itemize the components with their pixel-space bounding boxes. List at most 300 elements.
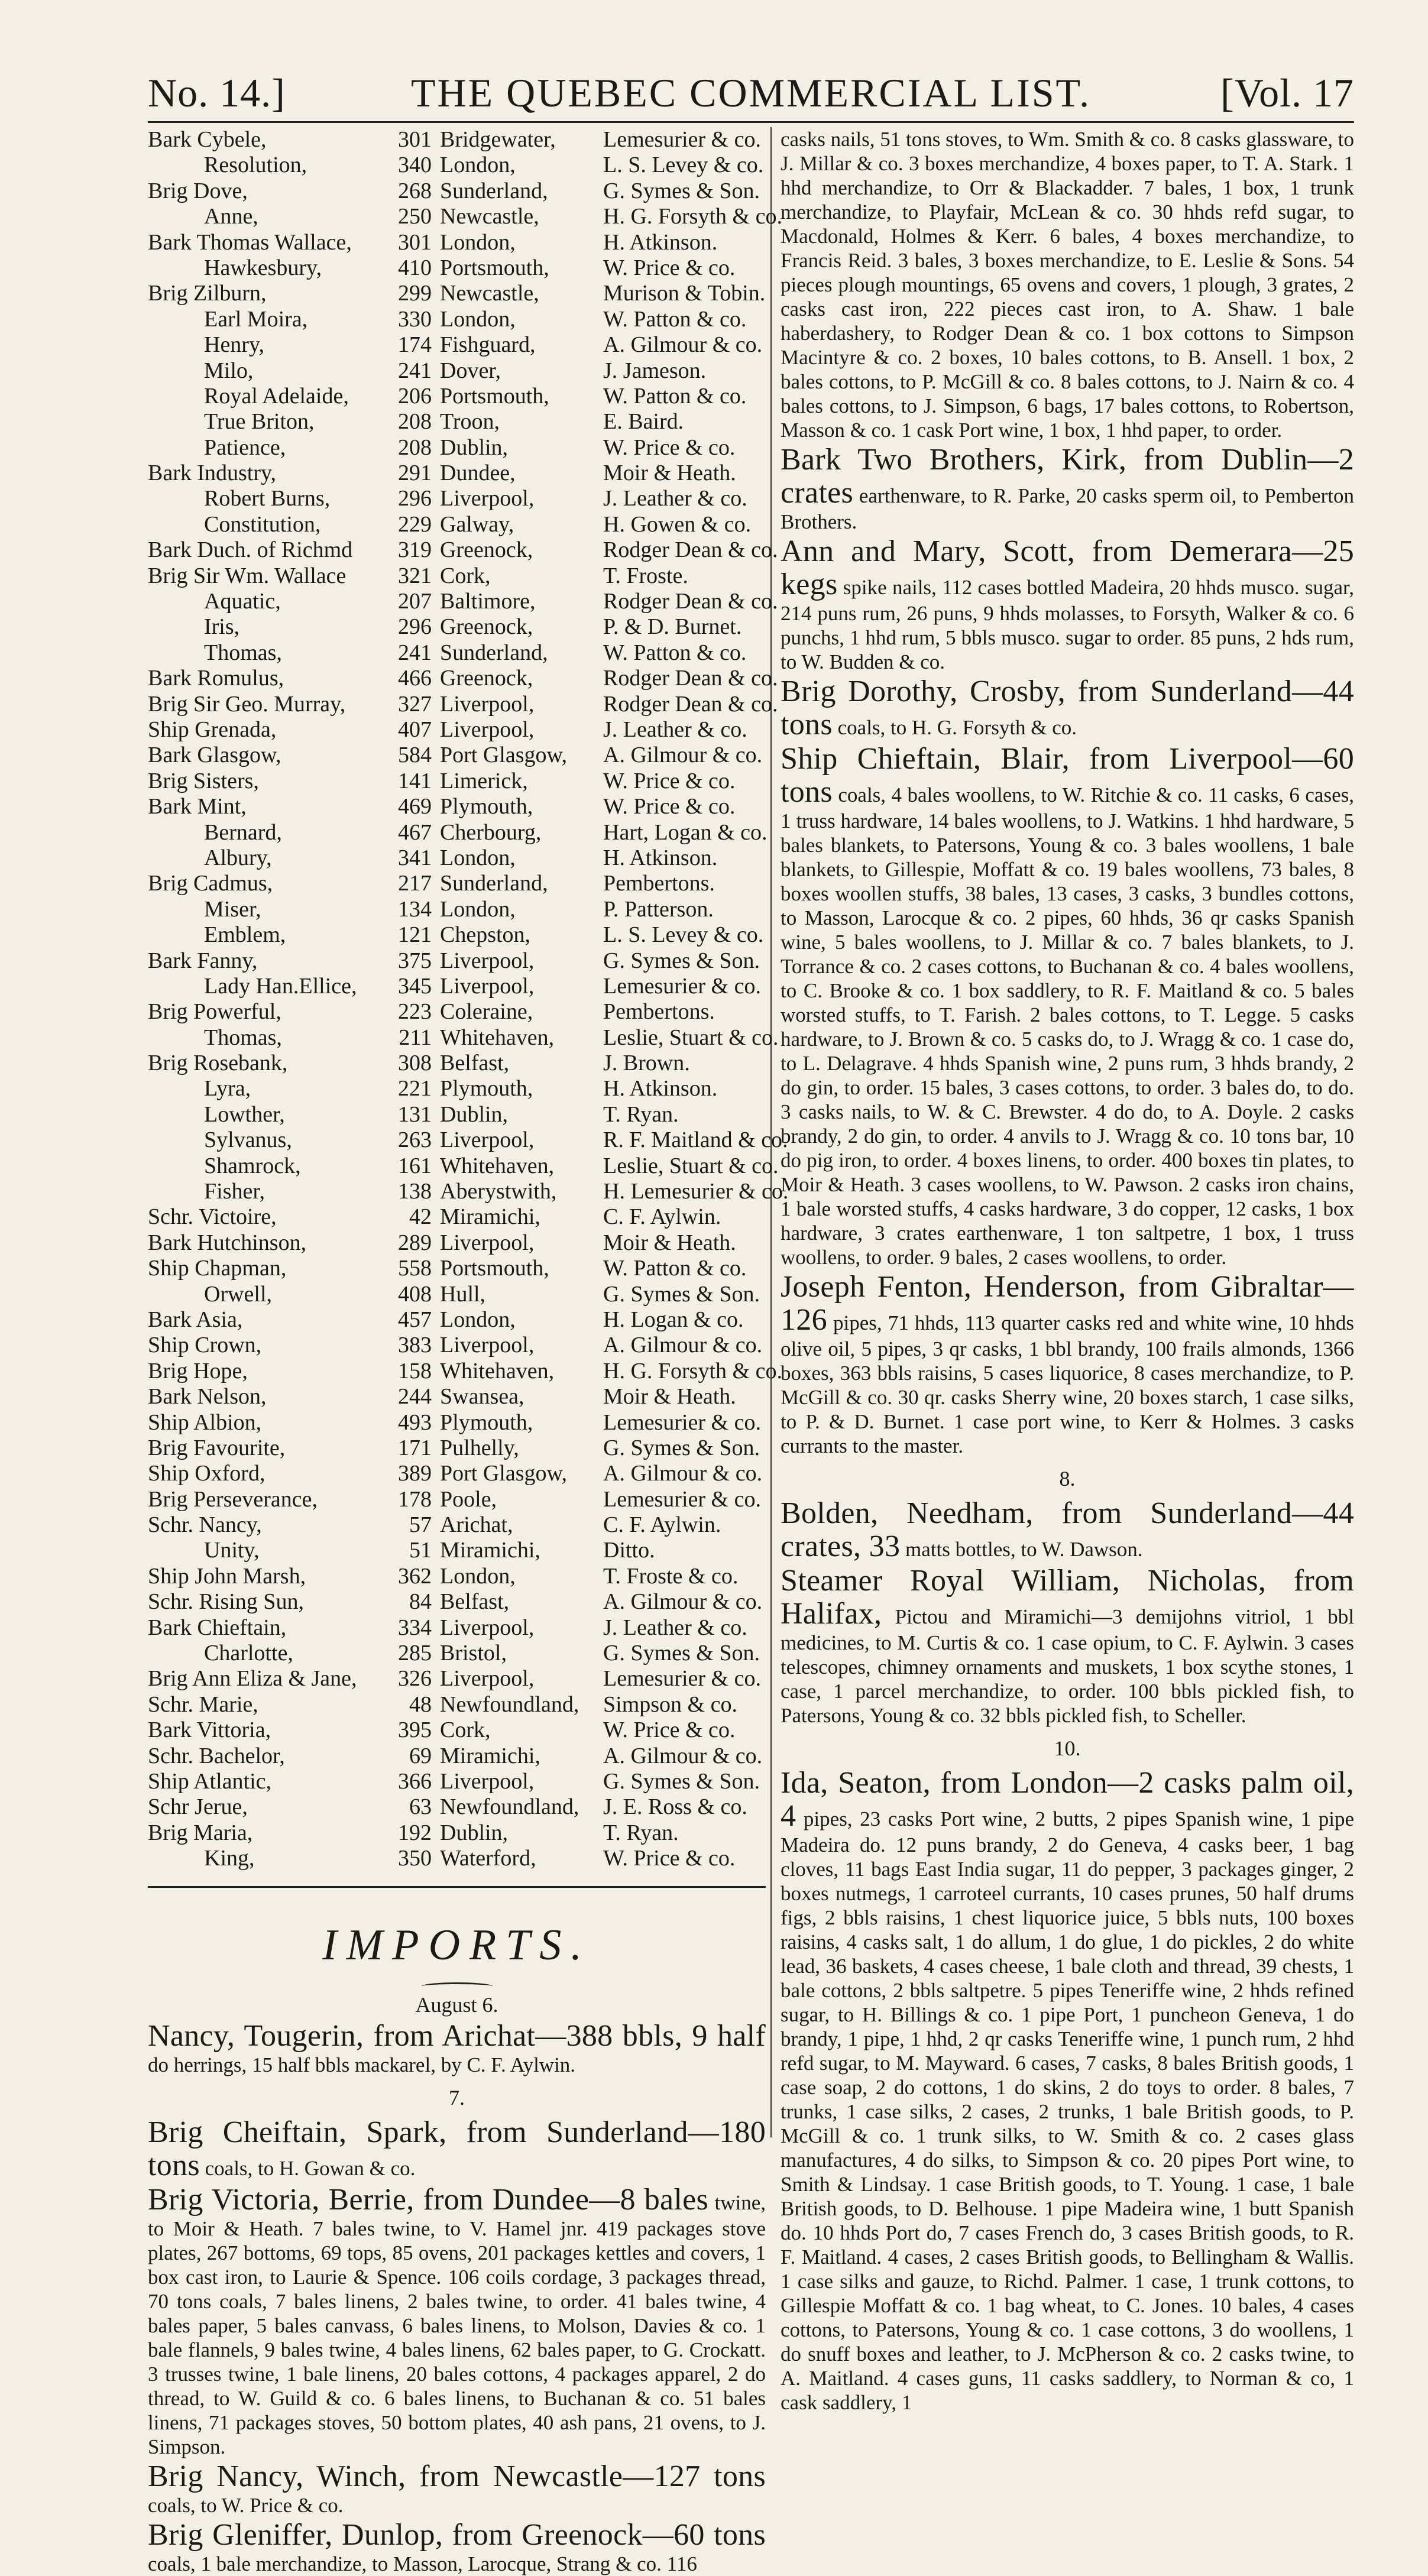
- vessel-name: Brig Sir Geo. Murray,: [148, 691, 346, 717]
- vessel-tonnage: 208: [398, 435, 432, 460]
- vessel-tonnage: 241: [398, 358, 432, 383]
- entry-cargo-text: pipes, 71 hhds, 113 quarter casks red and white wine, 10 hhds olive oil, 5 pipes, 3 qr casks, 1 bbl brandy, 100 frails almonds, 1366 boxes, 363 bbls raisins, 5 cases liquorice, 8 cases merchandize, to P. McGill & co. 30 qr. casks Sherry wine, 20 boxes starch, 1 case silks, to P. & D. Burnet. 1 case port wine, to Kerr & Holmes. 3 casks currants to the master.: [781, 1311, 1354, 1457]
- vessel-port: Waterford,: [440, 1846, 536, 1871]
- right-import-entries: [781, 127, 1354, 2415]
- vessel-row: [148, 1204, 766, 1230]
- vessel-name: Schr. Marie,: [148, 1692, 258, 1717]
- vessel-consignee: Ditto.: [603, 1538, 655, 1563]
- vessel-port: Liverpool,: [440, 691, 535, 717]
- vessel-tonnage: 319: [398, 537, 432, 563]
- vessel-name: Bark Romulus,: [148, 666, 284, 691]
- vessel-row: [148, 1102, 766, 1127]
- vessel-tonnage: 291: [398, 461, 432, 486]
- vessel-tonnage: 408: [398, 1281, 432, 1307]
- vessel-tonnage: 178: [398, 1486, 432, 1512]
- vessel-tonnage: 341: [398, 845, 432, 870]
- vessel-port: Dublin,: [440, 435, 509, 460]
- vessel-port: Newfoundland,: [440, 1692, 579, 1717]
- vessel-name: Ship Oxford,: [148, 1461, 265, 1486]
- vessel-consignee: J. E. Ross & co.: [603, 1794, 747, 1820]
- vessel-row: [148, 179, 766, 204]
- entry-vessel-heading: Ship Chieftain, Blair, from Liverpool—60 tons: [781, 742, 1354, 809]
- entry-cargo-text: earthenware, to R. Parke, 20 casks sperm oil, to Pemberton Brothers.: [781, 484, 1354, 533]
- vessel-tonnage: 457: [398, 1307, 432, 1332]
- import-entry: [781, 1564, 1354, 1728]
- left-column: [148, 127, 789, 2576]
- vessel-port: Dublin,: [440, 1101, 509, 1127]
- vessel-row: [148, 794, 766, 819]
- vessel-port: Liverpool,: [440, 1615, 535, 1640]
- vessel-row: [148, 1846, 766, 1871]
- vessel-tonnage: 296: [398, 614, 432, 640]
- vessel-row: [148, 563, 766, 589]
- vessel-tonnage: 301: [398, 127, 432, 152]
- vessel-row: [148, 230, 766, 255]
- vessel-tonnage: 48: [409, 1692, 432, 1717]
- vessel-tonnage: 121: [398, 922, 432, 948]
- import-entry: [148, 2183, 766, 2459]
- vessel-row: [148, 1744, 766, 1769]
- import-entry: [148, 2519, 766, 2576]
- vessel-port: Limerick,: [440, 768, 528, 793]
- vessel-port: London,: [440, 229, 516, 255]
- import-entry: [148, 2116, 766, 2182]
- vessel-tonnage: 171: [398, 1435, 432, 1460]
- vessel-name: Ship Crown,: [148, 1333, 262, 1358]
- vessel-consignee: Pembertons.: [603, 871, 715, 896]
- vessel-port: Chepston,: [440, 922, 531, 948]
- import-entry: [781, 1767, 1354, 2415]
- vessel-port: London,: [440, 896, 516, 922]
- vessel-row: [148, 999, 766, 1025]
- entry-cargo-text: pipes, 23 casks Port wine, 2 butts, 2 pipes Spanish wine, 1 pipe Madeira do. 12 puns brandy, 2 do Geneva, 4 casks beer, 1 bag cloves, 11 bags East India sugar, 11 do pepper, 3 packages ginger, 2 boxes nutmegs, 1 carroteel currants, 10 cases prunes, 50 half drums figs, 2 bbls raisins, 1 chest liquorice juice, 5 bbls nuts, 100 boxes raisins, 4 casks salt, 1 do allum, 1 do glue, 1 do pickles, 2 do white lead, 36 baskets, 4 cases cheese, 1 bale cloth and thread, 39 chests, 1 bale cottons, 2 bbls saltpetre. 5 pipes Teneriffe wine, 2 hhds refined sugar, to H. Billings & co. 1 pipe Port, 1 puncheon Geneva, 1 do brandy, 1 pipe, 1 hhd, 2 qr casks Teneriffe wine, 1 punch rum, 2 hhd refd sugar, to M. Mayward. 6 cases, 7 casks, 8 bales British goods, 1 case soap, 2 do cottons, 1 do skins, 2 do toys to order. 8 bales, 7 trunks, 1 case silks, 2 cases, 2 trunks, 1 bale British goods, to P. McGill & co. 1 trunk silks, to W. Smith & co. 2 cases glass manufactures, 4 do silks, to Simpson & co. 20 pipes Port wine, to Smith & Lindsay. 1 case British goods, to T. Young. 1 case, 1 bale British goods, to D. Belhouse. 1 pipe Madeira wine, 1 butt Spanish do. 10 hhds Port do, 7 cases French do, 3 cases British goods, to R. F. Maitland. 4 cases, 2 cases British goods, to Bellingham & Wallis. 1 case silks and gauze, to Richd. Palmer. 1 case, 1 trunk cottons, to Gillespie Moffatt & co. 1 bag wheat, to C. Jones. 10 bales, 4 cases cottons, to Patersons, Young & co. 1 case cottons, 3 do woollens, 1 do snuff boxes and leather, to J. McPherson & co. 2 casks twine, to A. Maitland. 4 cases guns, 11 casks saddlery, to Norman & co, 1 cask saddlery, 1: [781, 1807, 1354, 2414]
- vessel-tonnage: 466: [398, 666, 432, 691]
- vessel-tonnage: 51: [409, 1538, 432, 1563]
- vessel-port: Whitehaven,: [440, 1153, 555, 1178]
- vessel-name: Brig Ann Eliza & Jane,: [148, 1666, 357, 1692]
- entry-vessel-heading: Ida, Seaton, from London—2 casks palm oil, 4: [781, 1766, 1354, 1833]
- vessel-row: [148, 153, 766, 178]
- vessel-row: [148, 1384, 766, 1409]
- vessel-name: Bark Asia,: [148, 1307, 243, 1332]
- vessel-consignee: W. Price & co.: [603, 435, 736, 460]
- vessel-tonnage: 330: [398, 306, 432, 332]
- vessel-row: [148, 1641, 766, 1666]
- vessel-consignee: E. Baird.: [603, 409, 684, 435]
- section-rule: [148, 1886, 766, 1888]
- vessel-name: Robert Burns,: [204, 486, 331, 511]
- vessel-row: [148, 871, 766, 896]
- vessel-tonnage: 410: [398, 255, 432, 280]
- vessel-name: Brig Perseverance,: [148, 1486, 318, 1512]
- vessel-name: Schr. Victoire,: [148, 1204, 277, 1230]
- vessel-tonnage: 244: [398, 1384, 432, 1409]
- vessel-name: Brig Powerful,: [148, 999, 281, 1025]
- vessel-tonnage: 84: [409, 1589, 432, 1615]
- vessel-port: London,: [440, 1307, 516, 1332]
- entry-cargo-text: matts bottles, to W. Dawson.: [900, 1538, 1143, 1561]
- issue-number: No. 14.]: [148, 70, 286, 115]
- entry-vessel-heading: Ann and Mary, Scott, from Demerara—25 kegs: [781, 534, 1354, 601]
- vessel-port: Port Glasgow,: [440, 1461, 567, 1486]
- vessel-consignee: Hart, Logan & co.: [603, 819, 768, 845]
- vessel-consignee: W. Price & co.: [603, 768, 736, 793]
- vessel-port: Aberystwith,: [440, 1179, 557, 1204]
- vessel-consignee: Lemesurier & co.: [603, 127, 761, 152]
- vessel-row: [148, 1179, 789, 1204]
- vessel-name: Anne,: [204, 204, 258, 229]
- vessel-consignee: T. Ryan.: [603, 1101, 679, 1127]
- vessel-name: Bark Nelson,: [148, 1384, 267, 1409]
- vessel-name: Brig Zilburn,: [148, 281, 267, 306]
- vessel-port: Liverpool,: [440, 1230, 535, 1255]
- vessel-tonnage: 211: [399, 1025, 432, 1050]
- vessel-port: London,: [440, 153, 516, 178]
- vessel-consignee: H. G. Forsyth & co.: [603, 1358, 782, 1383]
- vessel-tonnage: 221: [398, 1076, 432, 1101]
- vessel-consignee: W. Patton & co.: [603, 1256, 747, 1281]
- vessel-port: Liverpool,: [440, 1333, 535, 1358]
- vessel-consignee: H. Atkinson.: [603, 229, 718, 255]
- vessel-tonnage: 296: [398, 486, 432, 511]
- vessel-port: Swansea,: [440, 1384, 524, 1409]
- vessel-tonnage: 138: [398, 1179, 432, 1204]
- vessel-consignee: H. Lemesurier & co.: [603, 1179, 789, 1204]
- vessel-row: [148, 666, 778, 691]
- vessel-name: Constitution,: [204, 511, 321, 537]
- vessel-consignee: A. Gilmour & co.: [603, 332, 763, 358]
- vessel-port: Dublin,: [440, 1820, 509, 1845]
- vessel-consignee: G. Symes & Son.: [603, 1641, 760, 1666]
- vessel-port: Cork,: [440, 563, 491, 588]
- vessel-consignee: H. G. Forsyth & co.: [603, 204, 782, 229]
- vessel-consignee: G. Symes & Son.: [603, 948, 760, 973]
- vessel-tonnage: 63: [409, 1794, 432, 1820]
- vessel-tonnage: 208: [398, 409, 432, 435]
- vessel-port: Liverpool,: [440, 948, 535, 973]
- vessel-tonnage: 285: [398, 1641, 432, 1666]
- vessel-consignee: W. Patton & co.: [603, 306, 747, 332]
- vessel-consignee: A. Gilmour & co.: [603, 743, 763, 768]
- vessel-name: Bark Duch. of Richmd: [148, 537, 353, 563]
- vessel-port: Plymouth,: [440, 1076, 533, 1101]
- vessel-consignee: J. Leather & co.: [603, 717, 747, 742]
- vessel-port: Belfast,: [440, 1589, 510, 1615]
- vessel-name: Brig Rosebank,: [148, 1051, 288, 1076]
- vessel-port: Plymouth,: [440, 1409, 533, 1435]
- vessel-port: Plymouth,: [440, 794, 533, 819]
- vessel-tonnage: 366: [398, 1769, 432, 1794]
- vessel-port: Troon,: [440, 409, 500, 435]
- vessel-port: Galway,: [440, 511, 514, 537]
- entry-vessel-heading: Brig Cheiftain, Spark, from Sunderland—180 tons: [148, 2115, 766, 2182]
- vessel-consignee: J. Brown.: [603, 1051, 690, 1076]
- vessel-name: Lady Han.Ellice,: [204, 973, 357, 999]
- vessel-name: Bark Glasgow,: [148, 743, 281, 768]
- vessel-consignee: Murison & Tobin.: [603, 281, 766, 306]
- vessel-row: [148, 1358, 782, 1384]
- vessel-consignee: H. Logan & co.: [603, 1307, 744, 1332]
- vessel-name: Fisher,: [204, 1179, 265, 1204]
- vessel-row: [148, 332, 766, 358]
- vessel-consignee: Rodger Dean & co.: [603, 537, 778, 563]
- date-heading: 10.: [1054, 1736, 1081, 1760]
- vessel-row: [148, 1436, 766, 1461]
- vessel-name: Bark Thomas Wallace,: [148, 229, 352, 255]
- vessel-name: Ship Chapman,: [148, 1256, 287, 1281]
- vessel-name: Unity,: [204, 1538, 260, 1563]
- vessel-row: [148, 1410, 766, 1436]
- vessel-consignee: Lemesurier & co.: [603, 1409, 761, 1435]
- entry-cargo-text: twine, to Moir & Heath. 7 bales twine, to V. Hamel jnr. 419 packages stove plates, 267 bottoms, 69 tops, 85 ovens, 201 packages kettles and covers, 1 box cast iron, to Laurie & Spence. 106 coils cordage, 3 packages thread, 70 tons coals, 7 bales linens, 2 bales twine, to order. 41 bales twine, 4 bales paper, 5 bales canvass, 6 bales linens, to Molson, Davies & co. 1 bale flannels, 9 bales twine, 4 bales linens, 62 bales paper, to G. Crockatt. 3 trusses twine, 1 bale linens, 20 bales cottons, 4 packages apparel, 2 do thread, to W. Guild & co. 6 bales linens, to Buchanan & co. 51 bales linens, 71 packages stoves, 50 bottom plates, 40 ash pans, 21 ovens, to J. Simpson.: [148, 2191, 766, 2458]
- vessel-tonnage: 362: [398, 1563, 432, 1589]
- vessel-port: London,: [440, 306, 516, 332]
- vessel-port: Liverpool,: [440, 1666, 535, 1692]
- vessel-row: [148, 845, 766, 871]
- entry-cargo-text: coals, 1 bale merchandize, to Masson, Larocque, Strang & co. 116: [148, 2552, 697, 2575]
- vessel-consignee: Rodger Dean & co.: [603, 589, 778, 614]
- vessel-row: [148, 1076, 766, 1101]
- volume-number: [Vol. 17: [1220, 70, 1354, 115]
- vessel-name: Schr. Rising Sun,: [148, 1589, 304, 1615]
- vessel-row: [148, 384, 766, 409]
- vessel-row: [148, 1538, 766, 1563]
- vessel-name: Earl Moira,: [204, 306, 308, 332]
- entry-vessel-heading: Steamer Royal William, Nicholas, from Halifax,: [781, 1564, 1354, 1631]
- vessel-name: Bark Fanny,: [148, 948, 258, 973]
- vessel-port: Whitehaven,: [440, 1358, 555, 1383]
- vessel-name: Ship John Marsh,: [148, 1563, 306, 1589]
- vessel-consignee: J. Leather & co.: [603, 1615, 747, 1640]
- vessel-tonnage: 223: [398, 999, 432, 1025]
- vessel-name: Brig Maria,: [148, 1820, 253, 1845]
- vessel-port: Fishguard,: [440, 332, 536, 358]
- vessel-row: [148, 640, 766, 666]
- vessel-tonnage: 375: [398, 948, 432, 973]
- vessel-port: London,: [440, 1563, 516, 1589]
- vessel-port: Cork,: [440, 1718, 491, 1743]
- vessel-consignee: R. F. Maitland & co.: [603, 1127, 788, 1153]
- vessel-consignee: W. Price & co.: [603, 1846, 736, 1871]
- vessel-consignee: J. Jameson.: [603, 358, 707, 383]
- vessel-row: [148, 1512, 766, 1538]
- vessel-port: Liverpool,: [440, 486, 535, 511]
- vessel-port: Belfast,: [440, 1051, 510, 1076]
- vessel-name: Milo,: [204, 358, 254, 383]
- vessel-port: Newcastle,: [440, 281, 539, 306]
- vessel-tonnage: 174: [398, 332, 432, 358]
- vessel-consignee: Moir & Heath.: [603, 1230, 736, 1255]
- vessel-name: Iris,: [204, 614, 240, 640]
- imports-heading: IMPORTS.: [322, 1920, 591, 1969]
- entry-cargo-text: coals, to H. Gowan & co.: [199, 2156, 416, 2180]
- vessel-name: Thomas,: [204, 640, 282, 665]
- vessel-row: [148, 307, 766, 332]
- vessel-tonnage: 207: [398, 589, 432, 614]
- vessel-tonnage: 161: [398, 1153, 432, 1178]
- vessel-port: Miramichi,: [440, 1204, 540, 1230]
- import-entry: [148, 2460, 766, 2517]
- vessel-port: Dover,: [440, 358, 501, 383]
- vessel-name: Henry,: [204, 332, 264, 358]
- vessel-row: [148, 1769, 766, 1794]
- vessel-row: [148, 1127, 788, 1153]
- vessel-port: Liverpool,: [440, 1127, 535, 1153]
- vessel-name: Resolution,: [204, 153, 307, 178]
- entry-vessel-heading: Bark Two Brothers, Kirk, from Dublin—2 crates: [781, 443, 1354, 510]
- vessel-name: Aquatic,: [204, 589, 281, 614]
- vessel-tonnage: 69: [409, 1743, 432, 1768]
- vessel-name: Bark Hutchinson,: [148, 1230, 307, 1255]
- vessel-consignee: Leslie, Stuart & co.: [603, 1153, 779, 1178]
- vessel-consignee: J. Leather & co.: [603, 486, 747, 511]
- vessel-name: Ship Grenada,: [148, 717, 277, 742]
- vessel-tonnage: 326: [398, 1666, 432, 1692]
- vessel-tonnage: 42: [409, 1204, 432, 1230]
- vessel-row: [148, 1307, 766, 1333]
- vessel-name: Thomas,: [204, 1025, 282, 1050]
- vessel-name: Ship Albion,: [148, 1409, 262, 1435]
- vessel-row: [148, 743, 766, 768]
- vessel-tonnage: 383: [398, 1333, 432, 1358]
- vessel-tonnage: 192: [398, 1820, 432, 1845]
- vessel-tonnage: 395: [398, 1718, 432, 1743]
- vessel-port: Newcastle,: [440, 204, 539, 229]
- vessel-tonnage: 268: [398, 178, 432, 203]
- date-heading: 8.: [1059, 1467, 1076, 1490]
- vessel-row: [148, 922, 766, 948]
- vessel-name: Bark Industry,: [148, 461, 277, 486]
- vessel-row: [148, 769, 766, 794]
- vessel-port: Baltimore,: [440, 589, 536, 614]
- date-heading: 7.: [449, 2085, 465, 2110]
- vessel-row: [148, 1282, 766, 1307]
- entry-cargo-text: casks nails, 51 tons stoves, to Wm. Smith & co. 8 casks glassware, to J. Millar & co. 3 boxes merchandize, 4 boxes paper, to T. A. Stark. 1 hhd merchandize, to Orr & Blackadder. 7 bales, 1 box, 1 trunk merchandize, to Playfair, McLean & co. 30 hhds refd sugar, to Macdonald, Holmes & Kerr. 6 bales, 4 boxes merchandize, to Francis Reid. 3 bales, 3 boxes merchandize, to E. Leslie & Sons. 54 pieces plough mountings, 65 ovens and covers, 1 plough, 3 grates, 2 casks cast iron, 222 pieces cast iron, to A. Shaw. 1 bale haberdashery, to Rodger Dean & co. 1 box cottons to Simpson Macintyre & co. 2 boxes, 10 bales cottons, to B. Ansell. 1 box, 2 bales cottons, to P. McGill & co. 8 bales cottons, to J. Nairn & co. 4 bales cottons, to J. Simpson, 6 bags, 17 bales cottons, to Robertson, Masson & co. 1 cask Port wine, 1 box, 1 hhd paper, to order.: [781, 128, 1354, 442]
- vessel-row: [148, 537, 778, 563]
- vessel-consignee: Pembertons.: [603, 999, 715, 1025]
- vessel-row: [148, 1461, 766, 1486]
- vessel-row: [148, 255, 766, 281]
- vessel-tonnage: 206: [398, 383, 432, 409]
- vessel-consignee: H. Atkinson.: [603, 845, 718, 870]
- page-header: [148, 70, 1354, 123]
- vessel-port: Miramichi,: [440, 1743, 540, 1768]
- entry-vessel-heading: Brig Dorothy, Crosby, from Sunderland—44 tons: [781, 675, 1354, 741]
- vessel-row: [148, 409, 766, 435]
- vessel-consignee: W. Price & co.: [603, 794, 736, 819]
- vessel-consignee: T. Froste & co.: [603, 1563, 739, 1589]
- vessel-consignee: W. Price & co.: [603, 255, 736, 280]
- import-entry: [781, 443, 1354, 534]
- vessel-port: Portsmouth,: [440, 383, 549, 409]
- vessel-row: [148, 1718, 766, 1743]
- vessel-port: Sunderland,: [440, 178, 548, 203]
- vessel-tonnage: 350: [398, 1846, 432, 1871]
- vessel-row: [148, 614, 766, 640]
- vessel-tonnage: 229: [398, 511, 432, 537]
- vessel-name: Schr. Nancy,: [148, 1512, 262, 1538]
- entry-vessel-heading: Brig Victoria, Berrie, from Dundee—8 bales: [148, 2182, 709, 2217]
- vessel-port: Poole,: [440, 1486, 497, 1512]
- vessel-consignee: L. S. Levey & co.: [603, 922, 764, 948]
- vessel-consignee: G. Symes & Son.: [603, 1281, 760, 1307]
- left-import-entries: [148, 2020, 766, 2576]
- entry-cargo-text: do herrings, 15 half bbls mackarel, by C. F. Aylwin.: [148, 2053, 576, 2076]
- vessel-port: London,: [440, 845, 516, 870]
- vessel-port: Greenock,: [440, 537, 533, 563]
- vessel-consignee: Lemesurier & co.: [603, 1666, 761, 1692]
- vessel-tonnage: 584: [398, 743, 432, 768]
- import-entry: [781, 1497, 1354, 1563]
- vessel-name: Hawkesbury,: [204, 255, 322, 280]
- vessel-port: Arichat,: [440, 1512, 513, 1538]
- vessel-name: Schr Jerue,: [148, 1794, 248, 1820]
- vessel-consignee: Simpson & co.: [603, 1692, 737, 1717]
- vessel-row: [148, 820, 766, 845]
- vessel-name: True Briton,: [204, 409, 315, 435]
- vessel-name: Miser,: [204, 896, 261, 922]
- vessel-tonnage: 327: [398, 691, 432, 717]
- vessel-consignee: C. F. Aylwin.: [603, 1204, 721, 1230]
- vessel-port: Bristol,: [440, 1641, 507, 1666]
- vessel-port: Port Glasgow,: [440, 743, 567, 768]
- vessel-row: [148, 461, 766, 486]
- vessel-tonnage: 241: [398, 640, 432, 665]
- vessel-row: [148, 1820, 766, 1846]
- publication-title: THE QUEBEC COMMERCIAL LIST.: [410, 70, 1092, 115]
- entry-vessel-heading: Joseph Fenton, Henderson, from Gibraltar—126: [781, 1270, 1354, 1337]
- vessel-tonnage: 345: [398, 973, 432, 999]
- vessel-row: [148, 1666, 766, 1692]
- vessel-consignee: Rodger Dean & co.: [603, 666, 778, 691]
- vessel-consignee: A. Gilmour & co.: [603, 1743, 763, 1768]
- vessel-tonnage: 299: [398, 281, 432, 306]
- vessel-port: Newfoundland,: [440, 1794, 579, 1820]
- import-entry: [148, 2020, 766, 2077]
- vessel-consignee: W. Patton & co.: [603, 640, 747, 665]
- import-entry: [781, 675, 1354, 741]
- vessel-name: Charlotte,: [204, 1641, 293, 1666]
- vessel-tonnage: 217: [398, 871, 432, 896]
- vessel-name: Ship Atlantic,: [148, 1769, 271, 1794]
- vessel-tonnage: 493: [398, 1409, 432, 1435]
- vessel-port: Bridgewater,: [440, 127, 556, 152]
- vessel-consignee: H. Atkinson.: [603, 1076, 718, 1101]
- vessel-port: Miramichi,: [440, 1538, 540, 1563]
- vessel-consignee: P. & D. Burnet.: [603, 614, 742, 640]
- vessel-name: Shamrock,: [204, 1153, 301, 1178]
- vessel-row: [148, 1615, 766, 1641]
- vessel-row: [148, 1230, 766, 1256]
- vessel-name: Bark Cybele,: [148, 127, 267, 152]
- date-heading: August 6.: [415, 1992, 498, 2017]
- vessel-name: Orwell,: [204, 1281, 273, 1307]
- vessel-row: [148, 1153, 779, 1179]
- vessel-name: Brig Hope,: [148, 1358, 248, 1383]
- vessel-row: [148, 974, 766, 999]
- vessel-port: Whitehaven,: [440, 1025, 555, 1050]
- vessel-row: [148, 204, 782, 229]
- vessel-row: [148, 948, 766, 974]
- vessel-tonnage: 469: [398, 794, 432, 819]
- vessel-consignee: T. Ryan.: [603, 1820, 679, 1845]
- import-entry: [781, 535, 1354, 674]
- entry-vessel-heading: Brig Nancy, Winch, from Newcastle—127 tons: [148, 2459, 766, 2493]
- vessel-port: Sunderland,: [440, 640, 548, 665]
- vessel-row: [148, 127, 766, 153]
- vessel-consignee: Lemesurier & co.: [603, 973, 761, 999]
- vessel-row: [148, 1051, 766, 1076]
